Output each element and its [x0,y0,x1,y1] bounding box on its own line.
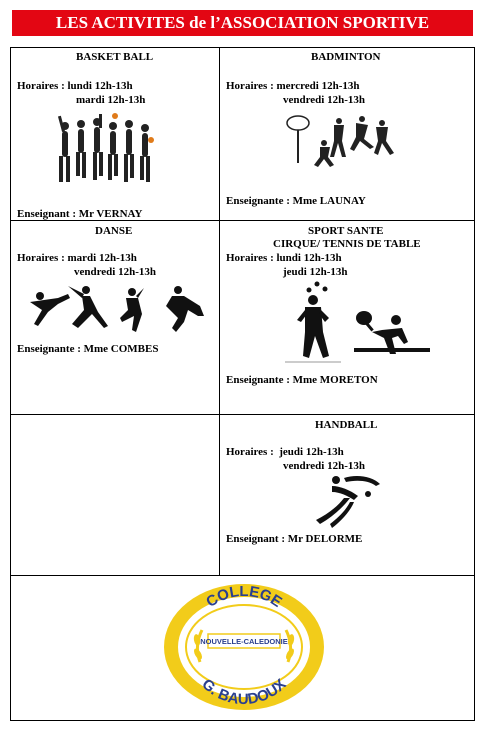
danse-horaires: Horaires : mardi 12h-13h [17,252,137,264]
handball-player-icon [310,474,390,530]
handball-horaires-2: vendredi 12h-13h [283,460,366,472]
logo-bottom-text: G. BAUDOUX [198,675,290,709]
handball-horaires: Horaires : jeudi 12h-13h [226,446,344,458]
basket-teacher: Enseignant : Mr VERNAY [17,208,143,220]
sport-sante-horaires-2: jeudi 12h-13h [283,266,348,278]
juggler-icon [283,280,343,366]
logo-middle-text: NOUVELLE-CALEDONIE [200,637,288,646]
badminton-horaires-2: vendredi 12h-13h [283,94,366,106]
sport-sante-title: SPORT SANTE [308,225,384,237]
cirque-tennis-title: CIRQUE/ TENNIS DE TABLE [273,238,421,250]
basketball-players-icon [55,112,155,190]
handball-teacher: Enseignant : Mr DELORME [226,533,363,545]
danse-teacher: Enseignante : Mme COMBES [17,343,159,355]
sport-sante-teacher: Enseignante : Mme MORETON [226,374,378,386]
dancers-icon [28,282,206,334]
table-divider-row-1 [10,220,475,221]
badminton-teacher: Enseignante : Mme LAUNAY [226,195,366,207]
logo-top-text: COLLEGE [203,582,285,611]
basket-horaires-2: mardi 12h-13h [76,94,146,106]
college-logo [160,580,328,714]
badminton-title: BADMINTON [311,51,381,63]
table-divider-row-3 [10,575,475,576]
basket-title: BASKET BALL [76,51,154,63]
handball-title: HANDBALL [315,419,378,431]
danse-title: DANSE [95,225,133,237]
table-tennis-icon [352,308,432,364]
table-divider-vertical [219,47,220,576]
badminton-horaires: Horaires : mercredi 12h-13h [226,80,360,92]
sport-sante-horaires: Horaires : lundi 12h-13h [226,252,342,264]
empty-cell [11,415,219,575]
page-title: LES ACTIVITES de l’ASSOCIATION SPORTIVE [12,10,473,36]
danse-horaires-2: vendredi 12h-13h [74,266,157,278]
basket-horaires: Horaires : lundi 12h-13h [17,80,133,92]
badminton-players-icon [284,113,404,168]
